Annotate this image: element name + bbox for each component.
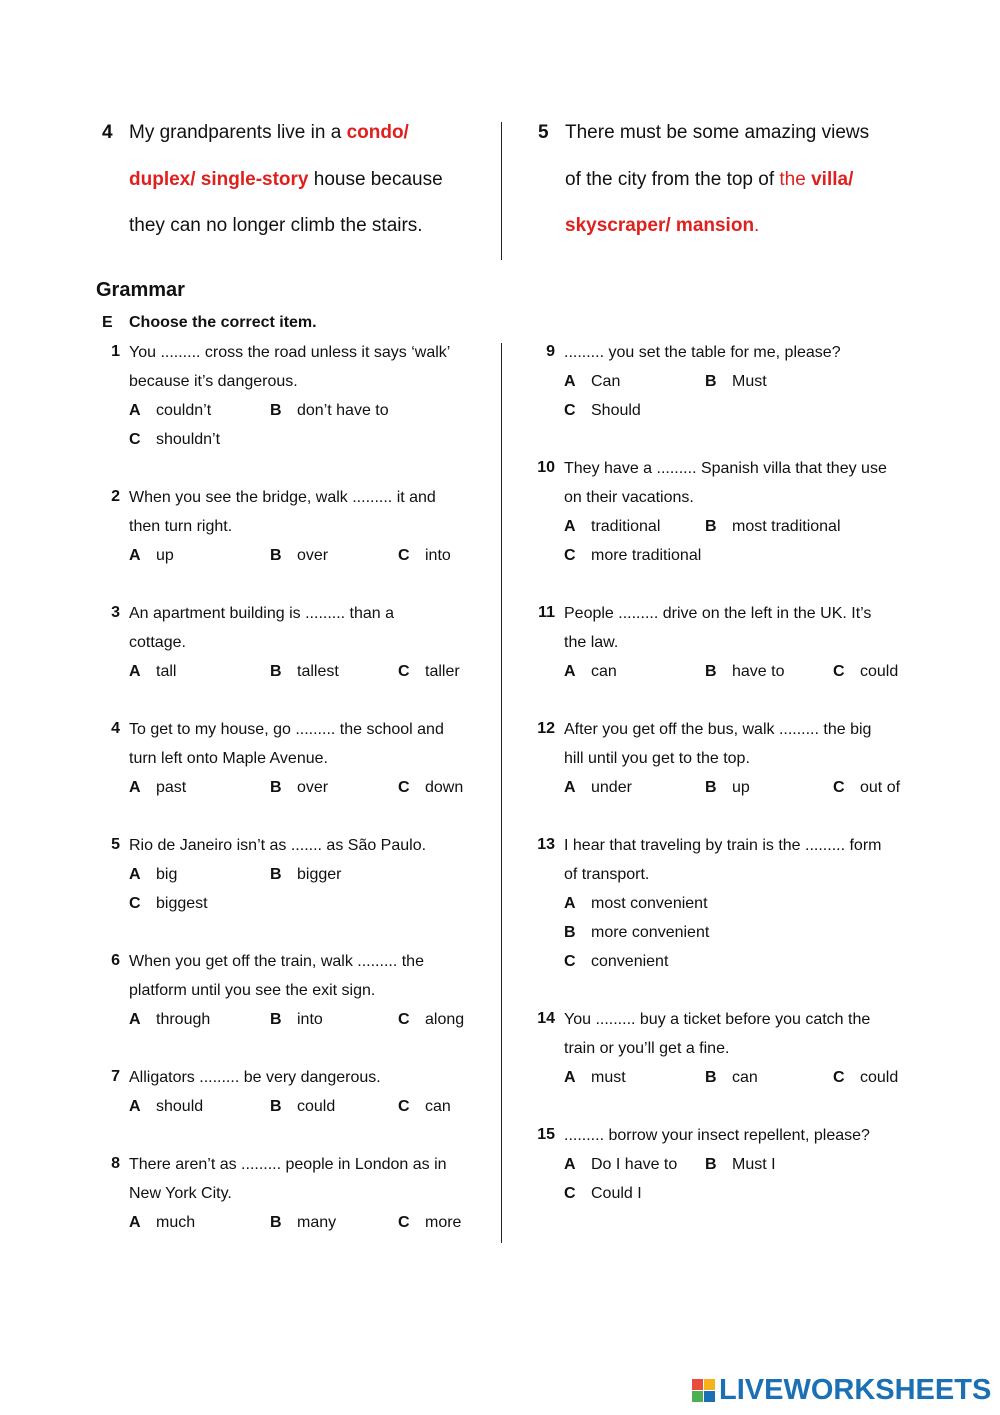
answer-option[interactable] (564, 1155, 677, 1184)
answer-option[interactable] (129, 546, 174, 575)
question-text-line (129, 169, 443, 191)
question-number: 10 (537, 459, 555, 476)
question-text-line (129, 122, 409, 144)
question-text: You ......... buy a ticket before you catch the (564, 1011, 871, 1028)
option-letter: B (270, 866, 282, 883)
question-text: of the city from the top of (565, 169, 780, 190)
question-number: 4 (102, 122, 113, 143)
option-text: can (732, 1069, 758, 1086)
answer-option[interactable] (129, 430, 220, 459)
option-letter: C (398, 1098, 410, 1115)
option-letter: C (564, 402, 576, 419)
question-text: . (754, 215, 760, 236)
option-text: taller (425, 663, 460, 680)
option-letter: B (270, 402, 282, 419)
question-number: 12 (537, 720, 555, 737)
option-text: over (297, 779, 329, 796)
option-text: can (425, 1098, 451, 1115)
answer-option[interactable] (270, 778, 328, 807)
liveworksheets-logo (692, 1374, 991, 1407)
option-letter: A (564, 663, 576, 680)
option-letter: A (129, 866, 141, 883)
answer-option[interactable] (564, 401, 641, 430)
question-text: They have a ......... Spanish villa that they use (564, 460, 887, 477)
option-letter: C (398, 547, 410, 564)
option-text: could (297, 1098, 336, 1115)
option-letter: A (564, 1069, 576, 1086)
question-text: house because (308, 169, 443, 190)
answer-option[interactable] (270, 401, 389, 430)
option-text: into (425, 547, 451, 564)
option-text: could (860, 1069, 899, 1086)
question-text: When you get off the train, walk ......... the (129, 953, 424, 970)
option-letter: A (129, 1214, 141, 1231)
answer-option[interactable] (398, 1010, 464, 1039)
option-text: more traditional (591, 547, 702, 564)
exercise-letter: E (102, 314, 113, 331)
answer-option[interactable] (129, 865, 177, 894)
answer-option[interactable] (705, 662, 784, 691)
question-text: hill until you get to the top. (564, 750, 750, 767)
answer-option[interactable] (129, 401, 211, 430)
option-letter: B (705, 779, 717, 796)
logo-block (692, 1379, 703, 1390)
question-number: 13 (537, 836, 555, 853)
option-text: must (591, 1069, 626, 1086)
answer-option[interactable] (833, 662, 898, 691)
answer-option[interactable] (129, 1213, 195, 1242)
option-text: down (425, 779, 464, 796)
option-text: through (156, 1011, 211, 1028)
answer-option[interactable] (129, 1097, 203, 1126)
option-text: up (156, 547, 174, 564)
answer-option[interactable] (129, 662, 176, 691)
question-number: 3 (111, 604, 120, 621)
option-letter: C (564, 547, 576, 564)
option-letter: B (270, 1011, 282, 1028)
option-text: much (156, 1214, 196, 1231)
answer-option[interactable] (270, 662, 339, 691)
answer-option[interactable] (833, 1068, 898, 1097)
question-number: 9 (546, 343, 555, 360)
answer-option[interactable] (705, 1155, 776, 1184)
exercise-instruction: Choose the correct item. (129, 314, 317, 331)
question-text: on their vacations. (564, 489, 694, 506)
question-text: Rio de Janeiro isn’t as ....... as São Paulo. (129, 837, 427, 854)
option-letter: A (129, 779, 141, 796)
option-letter: C (833, 779, 845, 796)
option-text: biggest (156, 895, 208, 912)
answer-option[interactable] (398, 1213, 461, 1242)
option-text: tall (156, 663, 177, 680)
option-text: Do I have to (591, 1156, 678, 1173)
answer-option[interactable] (564, 894, 708, 923)
column-divider (501, 122, 502, 260)
option-text: Should (591, 402, 641, 419)
answer-option[interactable] (705, 517, 841, 546)
option-letter: A (129, 1098, 141, 1115)
question-text: the law. (564, 634, 619, 651)
question-number: 4 (111, 720, 120, 737)
option-text: shouldn’t (156, 431, 221, 448)
option-text: can (591, 663, 617, 680)
logo-blocks-icon (692, 1379, 716, 1403)
question-text: Alligators ......... be very dangerous. (129, 1069, 381, 1086)
answer-option[interactable] (270, 1097, 335, 1126)
question-text-line: There must be some amazing views (565, 122, 870, 143)
answer-option[interactable] (270, 1213, 336, 1242)
option-letter: A (129, 1011, 141, 1028)
question-text-line (565, 215, 759, 237)
question-text: You ......... cross the road unless it says ‘walk’ (129, 344, 451, 361)
answer-option[interactable] (564, 662, 617, 691)
answer-option[interactable] (564, 546, 701, 575)
answer-option[interactable] (564, 372, 620, 401)
column-divider (501, 343, 502, 1243)
question-text: New York City. (129, 1185, 232, 1202)
option-letter: B (705, 373, 717, 390)
question-text: When you see the bridge, walk ......... it and (129, 489, 436, 506)
option-text: Can (591, 373, 621, 390)
option-letter: C (398, 779, 410, 796)
answer-option[interactable] (398, 546, 451, 575)
question-text: After you get off the bus, walk ......... the big (564, 721, 872, 738)
question-number: 8 (111, 1155, 120, 1172)
option-letter: B (705, 518, 717, 535)
answer-option[interactable]: skyscraper/ mansion (565, 215, 755, 236)
question-number: 6 (111, 952, 120, 969)
question-number: 1 (111, 343, 120, 360)
question-text: ......... you set the table for me, please? (564, 344, 841, 361)
question-text-line (565, 169, 853, 191)
answer-option[interactable] (564, 952, 668, 981)
option-letter: A (564, 779, 576, 796)
option-text: couldn’t (156, 402, 212, 419)
option-letter: A (564, 373, 576, 390)
answer-option[interactable] (564, 778, 632, 807)
answer-option[interactable] (564, 1184, 642, 1213)
option-text: have to (732, 663, 785, 680)
option-letter: C (398, 663, 410, 680)
answer-option[interactable] (564, 517, 660, 546)
logo-text: LIVEWORKSHEETS (719, 1374, 992, 1406)
question-text: My grandparents live in a (129, 122, 347, 143)
option-letter: A (564, 1156, 576, 1173)
answer-option[interactable]: condo/ (346, 122, 409, 143)
option-letter: C (398, 1214, 410, 1231)
option-text: more (425, 1214, 462, 1231)
question-text: cottage. (129, 634, 186, 651)
option-text: along (425, 1011, 465, 1028)
option-letter: B (270, 779, 282, 796)
question-text: ......... borrow your insect repellent, please? (564, 1127, 870, 1144)
question-text: I hear that traveling by train is the ......... form (564, 837, 882, 854)
logo-block (704, 1391, 715, 1402)
option-letter: B (270, 1214, 282, 1231)
option-text: more convenient (591, 924, 710, 941)
answer-option[interactable] (270, 546, 328, 575)
answer-option[interactable]: villa/ (811, 169, 854, 190)
section-title: Grammar (96, 279, 185, 301)
option-letter: A (129, 402, 141, 419)
option-text: big (156, 866, 178, 883)
answer-option[interactable] (833, 778, 900, 807)
option-letter: C (398, 1011, 410, 1028)
answer-option[interactable] (129, 1010, 210, 1039)
question-number: 11 (538, 604, 555, 621)
question-number: 14 (537, 1010, 555, 1027)
option-text: Must I (732, 1156, 776, 1173)
option-text: Could I (591, 1185, 642, 1202)
option-text: up (732, 779, 750, 796)
question-number: 15 (537, 1126, 555, 1143)
question-number: 5 (111, 836, 120, 853)
answer-option[interactable] (398, 778, 463, 807)
option-letter: B (270, 663, 282, 680)
question-text: People ......... drive on the left in the UK. It’s (564, 605, 872, 622)
answer-option[interactable] (705, 1068, 758, 1097)
option-text: could (860, 663, 899, 680)
option-text: should (156, 1098, 204, 1115)
answer-option-prefix: the (779, 169, 812, 190)
question-text: An apartment building is ......... than a (129, 605, 395, 622)
question-number: 5 (538, 122, 549, 143)
answer-option[interactable] (705, 372, 767, 401)
logo-block (692, 1391, 703, 1402)
question-number: 7 (111, 1068, 120, 1085)
option-letter: C (564, 953, 576, 970)
option-letter: B (270, 1098, 282, 1115)
answer-option[interactable] (398, 662, 460, 691)
option-text: tallest (297, 663, 339, 680)
question-text: There aren’t as ......... people in London as in (129, 1156, 447, 1173)
option-letter: B (705, 663, 717, 680)
option-text: bigger (297, 866, 342, 883)
option-text: most traditional (732, 518, 841, 535)
question-text: because it’s dangerous. (129, 373, 298, 390)
option-text: out of (860, 779, 901, 796)
question-text-line: they can no longer climb the stairs. (129, 215, 423, 236)
option-letter: B (270, 547, 282, 564)
option-letter: C (833, 663, 845, 680)
option-letter: A (129, 663, 141, 680)
option-text: past (156, 779, 187, 796)
answer-option[interactable] (270, 1010, 323, 1039)
question-number: 2 (111, 488, 120, 505)
option-text: over (297, 547, 329, 564)
option-letter: C (564, 1185, 576, 1202)
question-text: of transport. (564, 866, 650, 883)
question-text: platform until you see the exit sign. (129, 982, 376, 999)
answer-option[interactable] (564, 923, 709, 952)
option-letter: C (129, 431, 141, 448)
logo-block (704, 1379, 715, 1390)
option-text: Must (732, 373, 767, 390)
question-text: turn left onto Maple Avenue. (129, 750, 328, 767)
option-letter: B (564, 924, 576, 941)
option-text: under (591, 779, 632, 796)
option-letter: C (129, 895, 141, 912)
question-text: then turn right. (129, 518, 233, 535)
option-text: traditional (591, 518, 661, 535)
option-letter: A (564, 518, 576, 535)
option-text: into (297, 1011, 323, 1028)
option-text: don’t have to (297, 402, 389, 419)
answer-option[interactable] (705, 778, 750, 807)
answer-option[interactable] (398, 1097, 451, 1126)
option-letter: B (705, 1069, 717, 1086)
option-text: many (297, 1214, 337, 1231)
option-letter: A (564, 895, 576, 912)
answer-option[interactable] (564, 1068, 626, 1097)
option-text: most convenient (591, 895, 708, 912)
answer-option[interactable] (129, 778, 186, 807)
answer-option[interactable]: duplex/ single-story (129, 169, 309, 190)
option-letter: A (129, 547, 141, 564)
answer-option[interactable] (270, 865, 341, 894)
option-letter: B (705, 1156, 717, 1173)
option-letter: C (833, 1069, 845, 1086)
answer-option[interactable] (129, 894, 208, 923)
option-text: convenient (591, 953, 669, 970)
question-text: To get to my house, go ......... the school and (129, 721, 444, 738)
question-text: train or you’ll get a fine. (564, 1040, 730, 1057)
